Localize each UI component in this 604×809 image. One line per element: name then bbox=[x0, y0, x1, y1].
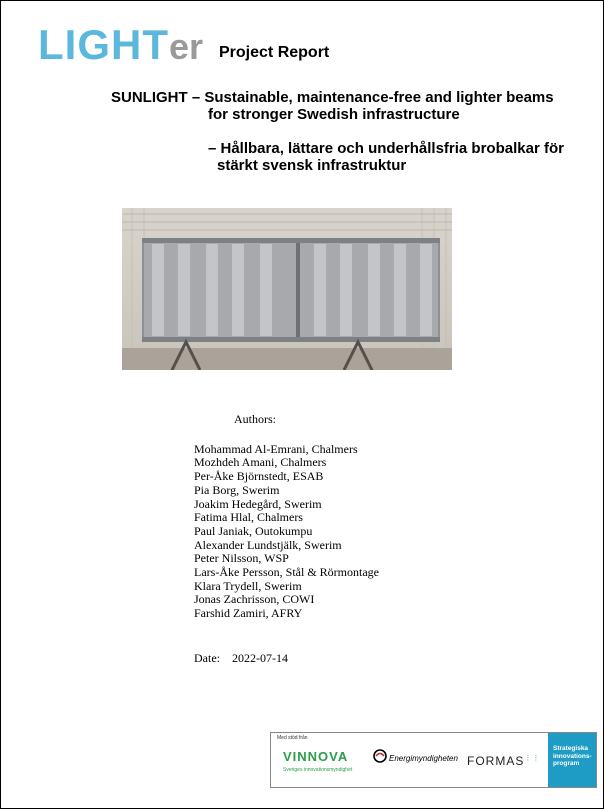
support-text: Med stöd från bbox=[277, 735, 308, 741]
strategic-innovation-program-badge bbox=[548, 733, 596, 787]
lighter-logo bbox=[38, 21, 204, 68]
vinnova-name: VINNOVA bbox=[283, 749, 349, 764]
author-entry: Pia Borg, Swerim bbox=[194, 482, 280, 497]
strategic-line: Strategiska bbox=[553, 745, 589, 752]
formas-dots-icon: ⋮⋮ bbox=[524, 755, 541, 762]
author-entry: Jonas Zachrisson, COWI bbox=[194, 592, 315, 607]
report-title bbox=[111, 89, 581, 174]
logo-er-text: er bbox=[168, 26, 204, 67]
author-entry: Paul Janiak, Outokumpu bbox=[194, 523, 313, 538]
title-sv-line-1: – Hållbara, lättare och underhållsfria brobalkar för bbox=[208, 140, 564, 157]
author-entry: Fatima Hlal, Chalmers bbox=[194, 510, 303, 525]
report-date bbox=[194, 651, 288, 666]
title-en-line-2: for stronger Swedish infrastructure bbox=[208, 106, 460, 123]
strategic-line: innovations- bbox=[553, 752, 592, 760]
report-type-label: Project Report bbox=[219, 44, 330, 61]
funder-logos-box bbox=[270, 732, 597, 788]
authors-section bbox=[194, 413, 379, 621]
title-sv-line-2: stärkt svensk infrastruktur bbox=[217, 157, 407, 174]
author-entry: Mozhdeh Amani, Chalmers bbox=[194, 455, 327, 470]
formas-logo bbox=[467, 754, 540, 768]
author-entry: Per-Åke Björnstedt, ESAB bbox=[194, 469, 324, 484]
author-entry: Lars-Åke Persson, Stål & Rörmontage bbox=[194, 565, 379, 580]
author-entry: Peter Nilsson, WSP bbox=[194, 551, 289, 566]
title-en-line-1: SUNLIGHT – Sustainable, maintenance-free and lighter beams bbox=[111, 89, 554, 106]
vinnova-subtitle: Sveriges innovationsmyndighet bbox=[283, 767, 353, 773]
date-label: Date: bbox=[194, 651, 220, 665]
vinnova-logo bbox=[283, 748, 352, 773]
date-value: 2022-07-14 bbox=[232, 651, 288, 665]
logo-light-text: LIGHT bbox=[38, 21, 169, 68]
authors-heading: Authors: bbox=[234, 412, 276, 426]
energimyndigheten-logo-icon bbox=[373, 749, 387, 768]
formas-name: FORMAS bbox=[467, 754, 525, 768]
steel-beam-photo bbox=[122, 208, 452, 370]
author-entry: Klara Trydell, Swerim bbox=[194, 578, 302, 593]
author-entry: Farshid Zamiri, AFRY bbox=[194, 606, 303, 621]
author-entry: Joakim Hedegård, Swerim bbox=[194, 496, 322, 511]
energimyndigheten-logo bbox=[373, 749, 458, 768]
author-entry: Alexander Lundstjälk, Swerim bbox=[194, 537, 342, 552]
energimyndigheten-name: Energimyndigheten bbox=[389, 754, 458, 763]
strategic-line: program bbox=[553, 760, 580, 767]
author-entry: Mohammad Al-Emrani, Chalmers bbox=[194, 441, 358, 456]
